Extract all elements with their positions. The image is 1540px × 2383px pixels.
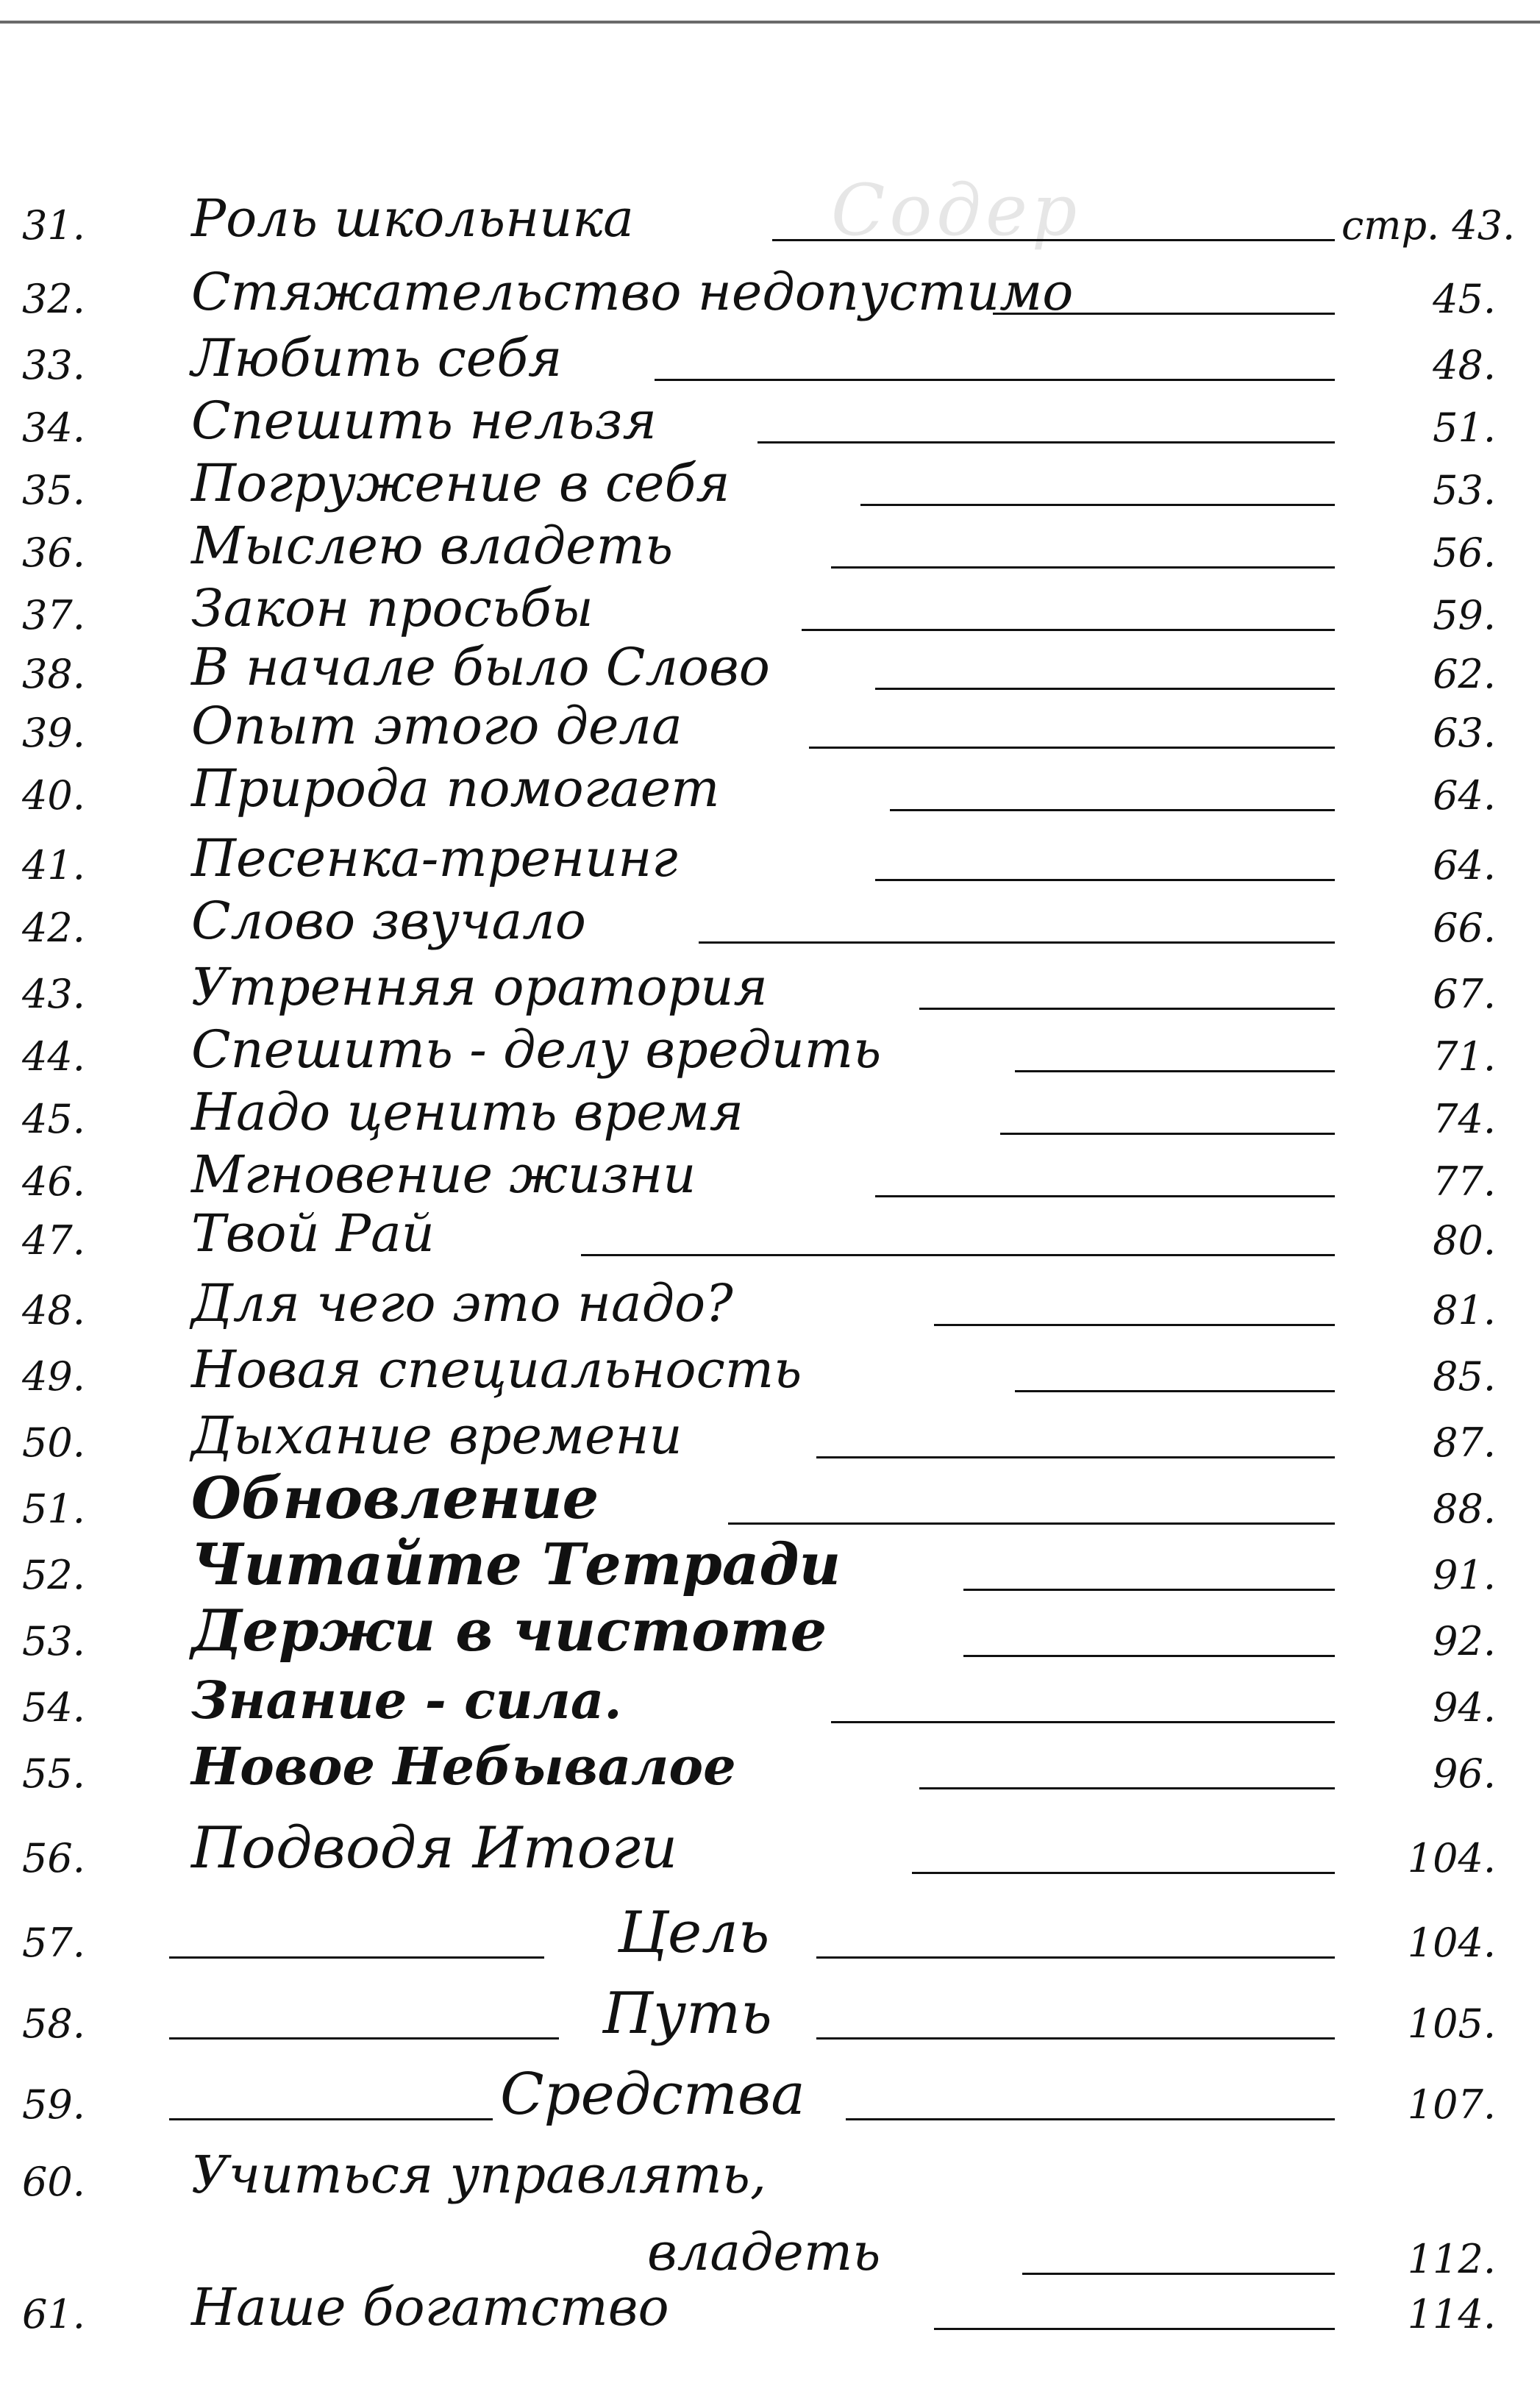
entry-number: 32. xyxy=(22,276,85,322)
entry-leader-line xyxy=(831,1721,1335,1723)
entry-title: Надо ценить время xyxy=(191,1082,744,1142)
toc-entry xyxy=(0,1894,1540,1975)
entry-number: 49. xyxy=(22,1353,85,1400)
entry-title: Роль школьника xyxy=(191,188,634,249)
entry-title: В начале было Слово xyxy=(191,637,770,697)
entry-page-number: 51. xyxy=(1433,405,1496,451)
entry-number: 50. xyxy=(22,1420,85,1466)
bleed-through-heading: Содер xyxy=(831,169,1082,252)
entry-page-number: 66. xyxy=(1433,905,1496,951)
entry-title: Дыхание времени xyxy=(191,1406,682,1466)
entry-title: Наше богатство xyxy=(191,2277,669,2337)
entry-page-number: 56. xyxy=(1433,530,1496,576)
entry-leader-line xyxy=(1015,1390,1335,1392)
entry-number: 56. xyxy=(22,1835,85,1881)
entry-page-number: 59. xyxy=(1433,592,1496,638)
entry-title: Опыт этого дела xyxy=(191,696,682,756)
entry-title: Твой Рай xyxy=(191,1203,435,1264)
entry-page-number: 112. xyxy=(1407,2236,1496,2282)
entry-page-number: 53. xyxy=(1433,467,1496,513)
entry-number: 34. xyxy=(22,405,85,451)
entry-number: 40. xyxy=(22,772,85,819)
entry-title: Подводя Итоги xyxy=(191,1815,678,1881)
entry-number: 52. xyxy=(22,1552,85,1598)
entry-title: Путь xyxy=(603,1981,772,2047)
entry-page-number: 92. xyxy=(1433,1618,1496,1664)
entry-title: Стяжательство недопустимо xyxy=(191,262,1074,322)
toc-entry xyxy=(0,1809,1540,1890)
entry-number: 41. xyxy=(22,842,85,888)
entry-leader-line xyxy=(963,1655,1335,1657)
entry-title: Природа помогает xyxy=(191,758,720,819)
entry-leader-line xyxy=(919,1787,1335,1789)
toc-entry xyxy=(0,1725,1540,1806)
entry-leader-line xyxy=(993,313,1335,315)
entry-page-number: 62. xyxy=(1433,651,1496,697)
entry-page-number: 67. xyxy=(1433,971,1496,1017)
entry-title: Средства xyxy=(500,2062,805,2128)
entry-title: Цель xyxy=(618,1900,770,1966)
entry-leader-line xyxy=(816,1956,1335,1959)
entry-number: 46. xyxy=(22,1158,85,1205)
entry-lead-line xyxy=(169,2037,559,2040)
entry-page-number: 88. xyxy=(1433,1486,1496,1532)
entry-page-number: 64. xyxy=(1433,772,1496,819)
entry-leader-line xyxy=(728,1522,1335,1525)
entry-page-number: 105. xyxy=(1407,2001,1496,2047)
entry-title: Обновление xyxy=(191,1465,599,1532)
entry-number: 33. xyxy=(22,342,85,388)
entry-leader-line xyxy=(699,941,1335,944)
toc-entry xyxy=(0,2133,1540,2214)
entry-title: Знание - сила. xyxy=(191,1670,622,1731)
entry-number: 59. xyxy=(22,2081,85,2128)
entry-title: Мгновение жизни xyxy=(191,1144,696,1205)
entry-page-number: 85. xyxy=(1433,1353,1496,1400)
entry-number: 38. xyxy=(22,651,85,697)
entry-page-number: 87. xyxy=(1433,1420,1496,1466)
entry-leader-line xyxy=(934,1324,1335,1326)
entry-title: Для чего это надо? xyxy=(191,1273,733,1333)
entry-page-number: 104. xyxy=(1407,1920,1496,1966)
entry-number: 36. xyxy=(22,530,85,576)
entry-page-number: 74. xyxy=(1433,1096,1496,1142)
entry-number: 35. xyxy=(22,467,85,513)
entry-page-number: 96. xyxy=(1433,1750,1496,1797)
entry-number: 47. xyxy=(22,1217,85,1264)
entry-leader-line xyxy=(772,239,1335,241)
entry-number: 60. xyxy=(22,2159,85,2205)
entry-title: Новая специальность xyxy=(191,1339,802,1400)
entry-number: 39. xyxy=(22,710,85,756)
entry-number: 43. xyxy=(22,971,85,1017)
toc-entry xyxy=(0,2056,1540,2137)
entry-title: Погружение в себя xyxy=(191,453,730,513)
entry-number: 57. xyxy=(22,1920,85,1966)
entry-page-number: 94. xyxy=(1433,1684,1496,1731)
entry-number: 58. xyxy=(22,2001,85,2047)
entry-leader-line xyxy=(934,2328,1335,2330)
entry-page-number: 91. xyxy=(1433,1552,1496,1598)
entry-number: 31. xyxy=(22,202,85,249)
entry-title: Держи в чистоте xyxy=(191,1597,827,1664)
entry-number: 48. xyxy=(22,1287,85,1333)
entry-page-number: 45. xyxy=(1433,276,1496,322)
toc-entry xyxy=(0,177,1540,257)
toc-entry xyxy=(0,2265,1540,2346)
entry-page-number: 63. xyxy=(1433,710,1496,756)
entry-title: Спешить - делу вредить xyxy=(191,1019,882,1080)
entry-title: Утренняя оратория xyxy=(191,957,768,1017)
entry-leader-line xyxy=(816,2037,1335,2040)
entry-title: Песенка-тренинг xyxy=(191,828,678,888)
entry-lead-line xyxy=(169,2118,493,2120)
entry-number: 45. xyxy=(22,1096,85,1142)
entry-number: 37. xyxy=(22,592,85,638)
entry-title: Читайте Тетради xyxy=(191,1531,841,1598)
entry-leader-line xyxy=(846,2118,1335,2120)
entry-page-number: 81. xyxy=(1433,1287,1496,1333)
entry-number: 54. xyxy=(22,1684,85,1731)
entry-title: владеть xyxy=(647,2222,881,2282)
entry-title: Закон просьбы xyxy=(191,578,593,638)
entry-number: 42. xyxy=(22,905,85,951)
entry-page-number: 107. xyxy=(1407,2081,1496,2128)
entry-page-number: 71. xyxy=(1433,1033,1496,1080)
toc-entry xyxy=(0,1975,1540,2056)
entry-number: 44. xyxy=(22,1033,85,1080)
entry-page-number: 80. xyxy=(1433,1217,1496,1264)
entry-lead-line xyxy=(169,1956,544,1959)
entry-number: 51. xyxy=(22,1486,85,1532)
entry-title: Учиться управлять, xyxy=(191,2145,767,2205)
entry-leader-line xyxy=(816,1456,1335,1458)
entry-title: Любить себя xyxy=(191,328,563,388)
entry-leader-line xyxy=(890,809,1335,811)
entry-number: 55. xyxy=(22,1750,85,1797)
entry-leader-line xyxy=(912,1872,1335,1874)
entry-number: 61. xyxy=(22,2291,85,2337)
entry-page-number: стр. 43. xyxy=(1341,202,1516,249)
toc-entry xyxy=(0,747,1540,827)
entry-leader-line xyxy=(581,1254,1335,1256)
toc-entry xyxy=(0,1192,1540,1272)
page-top-edge xyxy=(0,21,1540,24)
entry-title: Слово звучало xyxy=(191,891,586,951)
entry-page-number: 114. xyxy=(1407,2291,1496,2337)
entry-page-number: 48. xyxy=(1433,342,1496,388)
entry-title: Спешить нельзя xyxy=(191,391,657,451)
entry-title: Новое Небывалое xyxy=(191,1736,736,1797)
entry-page-number: 64. xyxy=(1433,842,1496,888)
entry-page-number: 104. xyxy=(1407,1835,1496,1881)
entry-leader-line xyxy=(963,1589,1335,1591)
entry-title: Мыслею владеть xyxy=(191,516,674,576)
entry-page-number: 77. xyxy=(1433,1158,1496,1205)
entry-number: 53. xyxy=(22,1618,85,1664)
